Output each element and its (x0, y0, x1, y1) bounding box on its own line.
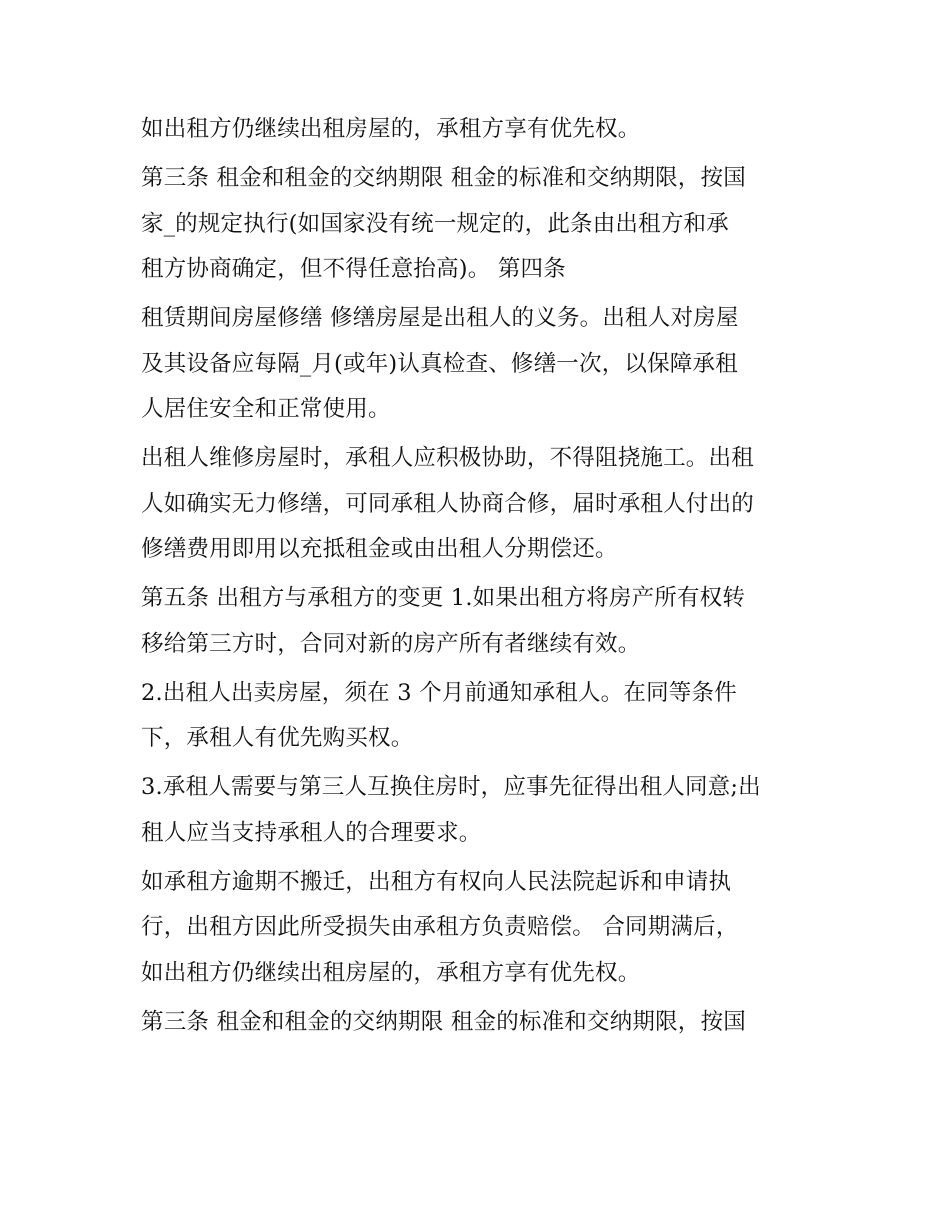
text-line: 移给第三方时，合同对新的房产所有者继续有效。 (141, 630, 641, 657)
text-line: 租方协商确定，但不得任意抬高)。 第四条 (141, 256, 566, 282)
text-line: 修缮费用即用以充抵租金或由出租人分期偿还。 (141, 536, 618, 562)
paragraph-article-4-repair (141, 296, 821, 433)
text-line: 行，出租方因此所受损失由承租方负责赔偿。 合同期满后， (141, 914, 739, 940)
paragraph-sale-notice (141, 671, 821, 762)
paragraph-article-5-change (141, 576, 821, 667)
text-line: 如出租方仍继续出租房屋的，承租方享有优先权。 (141, 959, 641, 986)
text-line: 如承租方逾期不搬迁，出租方有权向人民法院起诉和申请执 (141, 868, 732, 895)
paragraph-article-3-rent (141, 156, 821, 293)
paragraph-overdue-eviction (141, 860, 821, 997)
text-line: 2.出租人出卖房屋，须在 3 个月前通知承租人。在同等条件 (141, 679, 737, 706)
text-line: 租赁期间房屋修缮 修缮房屋是出租人的义务。出租人对房屋 (141, 305, 739, 331)
text-line: 租人应当支持承租人的合理要求。 (141, 819, 482, 846)
text-line: 出租人维修房屋时，承租人应积极协助，不得阻挠施工。出租 (141, 445, 754, 471)
paragraph-repair-cooperation (141, 436, 821, 573)
text-line: 及其设备应每隔_月(或年)认真检查、修缮一次，以保障承租 (141, 350, 738, 377)
text-line: 下，承租人有优先购买权。 (141, 725, 414, 751)
text-line: 3.承租人需要与第三人互换住房时，应事先征得出租人同意;出 (141, 774, 761, 800)
paragraph-housing-exchange (141, 765, 821, 856)
text-line: 第三条 租金和租金的交纳期限 租金的标准和交纳期限，按国 (141, 1008, 746, 1035)
text-line: 如出租方仍继续出租房屋的，承租方享有优先权。 (141, 116, 641, 142)
text-line: 人如确实无力修缮，可同承租人协商合修，届时承租人付出的 (141, 490, 754, 517)
document-body (141, 107, 821, 1049)
paragraph-article-3-rent-repeat (141, 1000, 821, 1046)
text-line: 第三条 租金和租金的交纳期限 租金的标准和交纳期限，按国 (141, 165, 746, 191)
text-line: 家_的规定执行(如国家没有统一规定的，此条由出租方和承 (141, 210, 729, 237)
text-line: 第五条 出租方与承租方的变更 1.如果出租方将房产所有权转 (141, 585, 746, 611)
paragraph-priority-right (141, 107, 821, 153)
text-line: 人居住安全和正常使用。 (141, 396, 391, 422)
